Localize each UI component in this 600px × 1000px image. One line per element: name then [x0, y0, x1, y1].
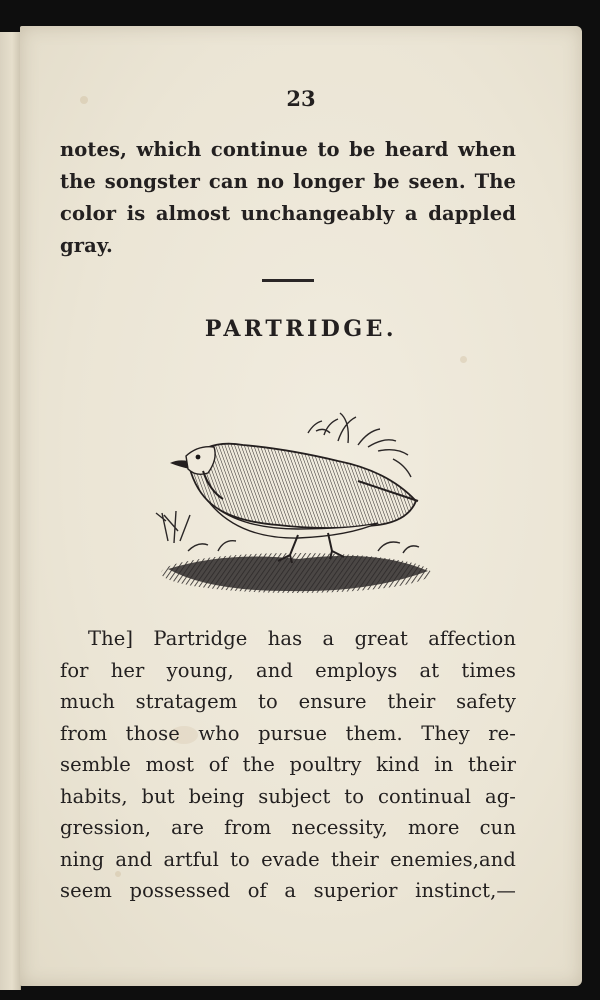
text-line: for her young, and employs at times — [60, 658, 516, 682]
section-heading: PARTRIDGE. — [204, 316, 398, 342]
text-line: habits, but being subject to continual ag- — [60, 784, 516, 808]
text-line: gression, are from necessity, more cun — [60, 816, 516, 839]
text-line: much stratagem to ensure their safety — [60, 690, 516, 713]
page-number: 23 — [286, 86, 316, 111]
text-line: color is almost unchangeably a dappled — [60, 202, 516, 225]
section-divider-rule — [262, 279, 314, 282]
text-line: the songster can no longer be seen. The — [60, 170, 516, 193]
text-line: ning and artful to evade their enemies,and — [60, 847, 516, 871]
text-line: gray. — [60, 234, 113, 257]
text-line: semble most of the poultry kind in their — [60, 753, 516, 776]
book-page — [20, 26, 582, 986]
partridge-body — [170, 444, 418, 538]
text-line: from those who pursue them. They re- — [60, 721, 516, 745]
partridge-paragraph — [60, 623, 516, 907]
ground-shadow — [161, 553, 431, 593]
partridge-woodcut-illustration — [148, 401, 438, 596]
paragraph-continuation — [60, 134, 516, 262]
previous-page-edge — [0, 32, 21, 990]
text-line: notes, which continue to be heard when — [60, 138, 516, 161]
text-line: The] Partridge has a great affection — [88, 627, 516, 650]
foxing-spot — [460, 356, 467, 363]
text-line: seem possessed of a superior instinct,— — [60, 879, 516, 902]
